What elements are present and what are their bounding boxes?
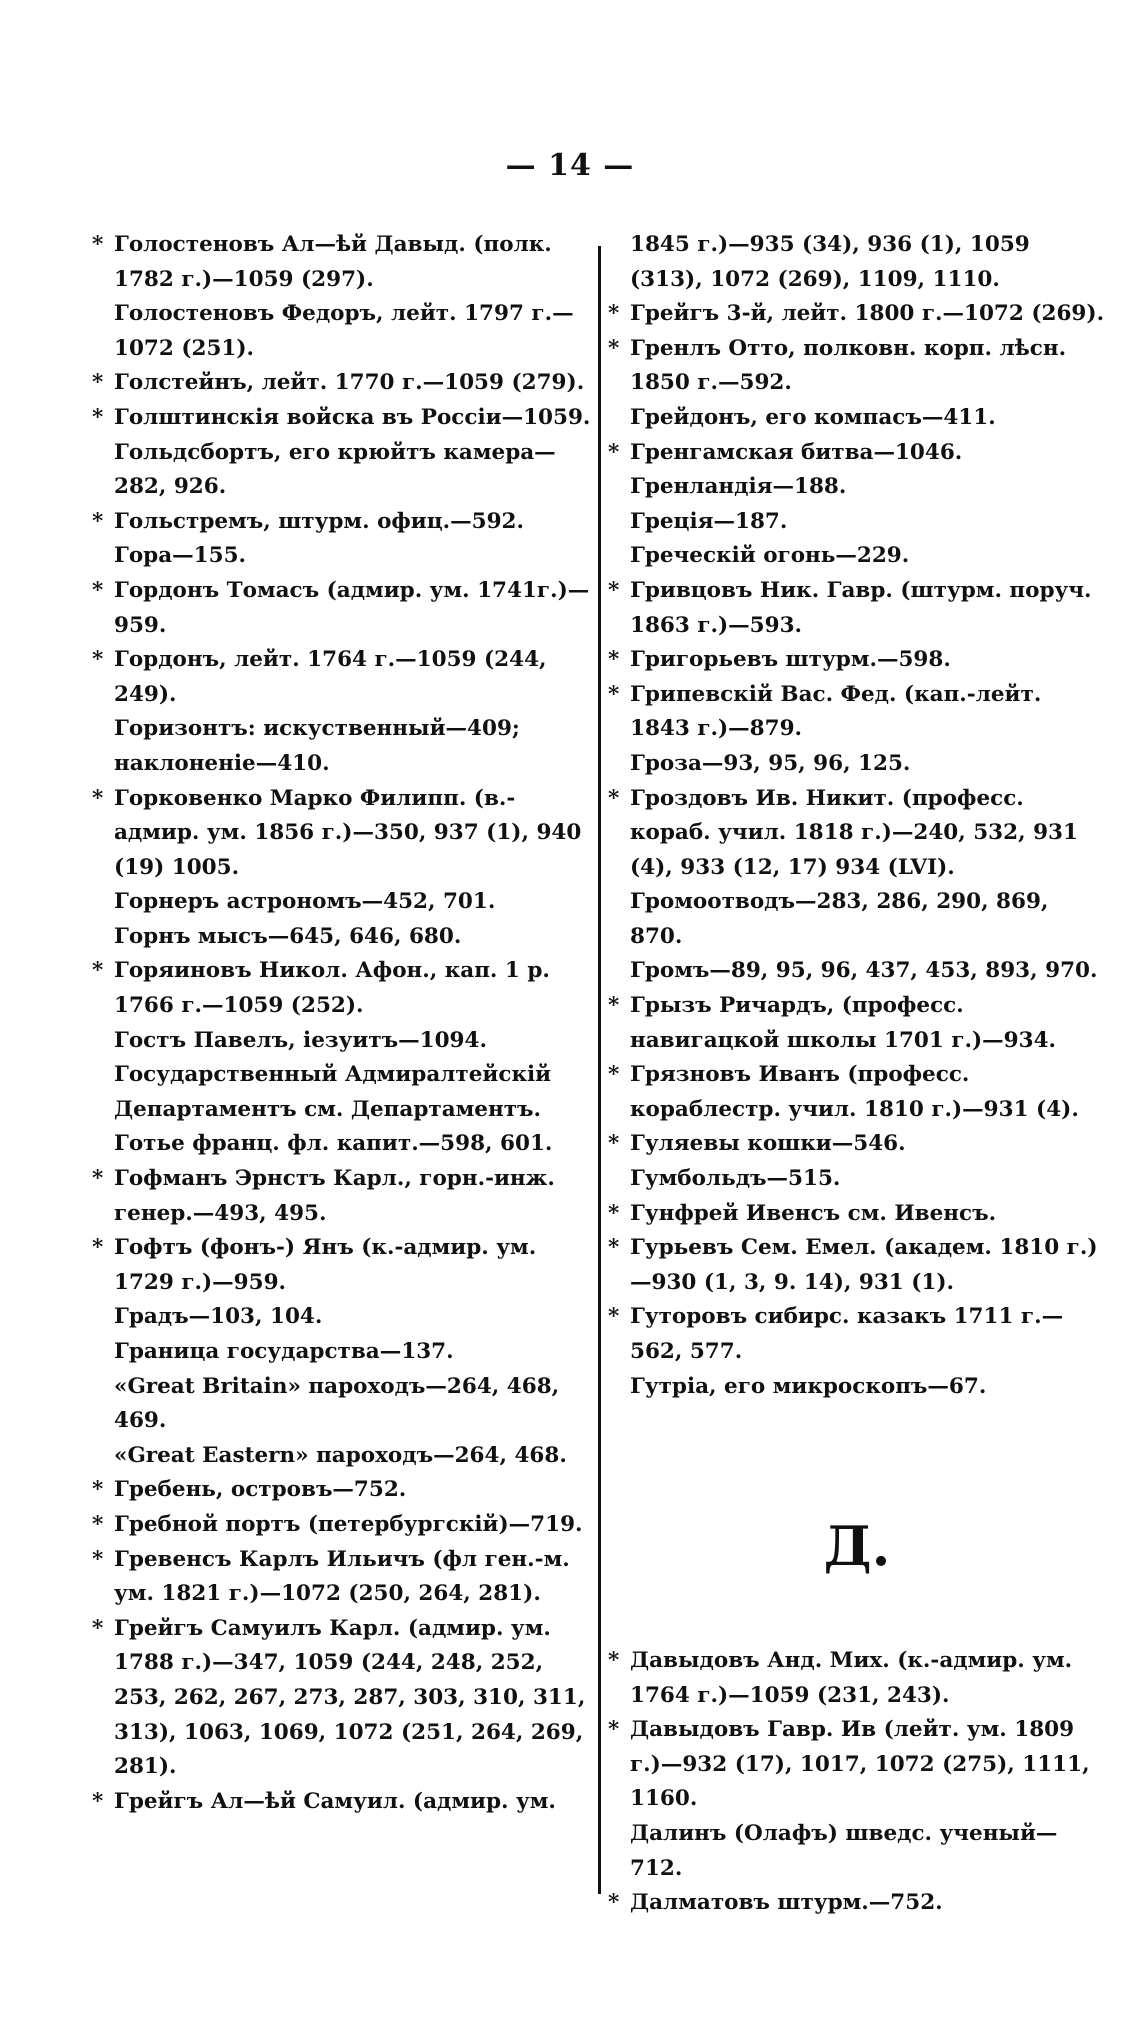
index-entry: * Гофманъ Эрнстъ Карл., горн.-инж. генер.—493, 495. [92, 1162, 592, 1231]
index-entry: * Далматовъ штурм.—752. [608, 1886, 1106, 1921]
index-entry: * Гольстремъ, штурм. офиц.—592. [92, 505, 592, 540]
index-entry: * Гревенсъ Карлъ Ильичъ (фл ген.-м. ум. 1821 г.)—1072 (250, 264, 281). [92, 1543, 592, 1612]
index-entry: Горизонтъ: искуственный—409; наклоненіе—410. [114, 716, 528, 776]
section-letter-heading: Д. [823, 1514, 891, 1578]
index-entry: * Грейгъ Ал—ѣй Самуил. (адмир. ум. [92, 1785, 592, 1820]
index-entry: Гроза—93, 95, 96, 125. [630, 750, 911, 776]
page-number: — 14 — [505, 148, 635, 183]
index-entry: Громъ—89, 95, 96, 437, 453, 893, 970. [630, 958, 1098, 984]
index-column-right-section-d [608, 1644, 1106, 1921]
index-entry: * Григорьевъ штурм.—598. [608, 643, 1106, 678]
index-entry: * Гребной портъ (петербургскій)—719. [92, 1508, 592, 1543]
index-entry: * Гривцовъ Ник. Гавр. (штурм. поруч. 1863 г.)—593. [608, 574, 1106, 643]
index-entry: Греція—187. [630, 508, 788, 534]
index-entry: * Гуляевы кошки—546. [608, 1127, 1106, 1162]
index-entry: Государственный Адмиралтейскій Департаментъ см. Департаментъ. [114, 1062, 559, 1122]
index-entry: * Грязновъ Иванъ (професс. кораблестр. учил. 1810 г.)—931 (4). [608, 1058, 1106, 1127]
index-entry: * Грейгъ Самуилъ Карл. (адмир. ум. 1788 г.)—347, 1059 (244, 248, 252, 253, 262, 267, 273, 287, 303, 310, 311, 313), 1063, 1069, 1072 (251, 264, 269, 281). [92, 1612, 592, 1785]
index-column-left [92, 228, 592, 1819]
index-entry: * Гуторовъ сибирс. казакъ 1711 г.—562, 577. [608, 1300, 1106, 1369]
index-entry: Грейдонъ, его компасъ—411. [630, 404, 996, 430]
index-entry: Голостеновъ Федоръ, лейт. 1797 г.—1072 (251). [114, 301, 574, 361]
index-entry: Граница государства—137. [114, 1339, 454, 1364]
index-entry: * Гофтъ (фонъ-) Янъ (к.-адмир. ум. 1729 г.)—959. [92, 1231, 592, 1300]
index-entry: Гутріа, его микроскопъ—67. [630, 1373, 987, 1399]
index-entry: Горнеръ астрономъ—452, 701. [114, 889, 496, 915]
index-entry: * Голостеновъ Ал—ѣй Давыд. (полк. 1782 г.)—1059 (297). [92, 228, 592, 297]
index-entry: Гумбольдъ—515. [630, 1166, 841, 1192]
index-entry: Готье франц. фл. капит.—598, 601. [114, 1131, 553, 1157]
index-entry: * Горяиновъ Никол. Афон., кап. 1 р. 1766 г.—1059 (252). [92, 954, 592, 1023]
column-divider [598, 246, 601, 1894]
index-entry: * Давыдовъ Анд. Мих. (к.-адмир. ум. 1764 г.)—1059 (231, 243). [608, 1644, 1106, 1713]
index-entry: * Гурьевъ Сем. Емел. (академ. 1810 г.)—930 (1, 3, 9. 14), 931 (1). [608, 1231, 1106, 1300]
index-entry: Градъ—103, 104. [114, 1304, 323, 1330]
index-entry: * Грейгъ 3-й, лейт. 1800 г.—1072 (269). [608, 297, 1106, 332]
index-entry: Греческій огонь—229. [630, 543, 910, 569]
index-entry: * Голстейнъ, лейт. 1770 г.—1059 (279). [92, 366, 592, 401]
index-entry: * Гребень, островъ—752. [92, 1473, 592, 1508]
index-entry: Горнъ мысъ—645, 646, 680. [114, 923, 462, 949]
index-entry: «Great Britain» пароходъ—264, 468, 469. [114, 1373, 567, 1434]
index-entry: * Голштинскія войска въ Россіи—1059. [92, 401, 592, 436]
index-entry: Гора—155. [114, 543, 247, 569]
index-entry: * Гордонъ Томасъ (адмир. ум. 1741г.)—959. [92, 574, 592, 643]
index-entry: * Грипевскій Вас. Фед. (кап.-лейт. 1843 г.)—879. [608, 678, 1106, 747]
index-entry: * Грызъ Ричардъ, (професс. навигацкой школы 1701 г.)—934. [608, 989, 1106, 1058]
index-entry: «Great Eastern» пароходъ—264, 468. [114, 1442, 567, 1468]
index-column-right [608, 228, 1106, 1404]
index-entry: 1845 г.)—935 (34), 936 (1), 1059 (313), 1072 (269), 1109, 1110. [630, 232, 1038, 292]
index-entry: Далинъ (Олафъ) шведс. ученый—712. [630, 1820, 1058, 1881]
index-entry: * Гордонъ, лейт. 1764 г.—1059 (244, 249). [92, 643, 592, 712]
index-entry: * Давыдовъ Гавр. Ив (лейт. ум. 1809 г.)—932 (17), 1017, 1072 (275), 1111, 1160. [608, 1713, 1106, 1817]
index-entry: Гольдсбортъ, его крюйтъ камера—282, 926. [114, 439, 556, 500]
index-entry: * Гроздовъ Ив. Никит. (професс. кораб. учил. 1818 г.)—240, 532, 931 (4), 933 (12, 17) 934 (LVI). [608, 782, 1106, 886]
index-entry: * Горковенко Марко Филипп. (в.-адмир. ум. 1856 г.)—350, 937 (1), 940 (19) 1005. [92, 782, 592, 886]
index-entry: Гренландія—188. [630, 474, 847, 500]
index-entry: * Гунфрей Ивенсъ см. Ивенсъ. [608, 1197, 1106, 1232]
index-entry: * Гренгамская битва—1046. [608, 436, 1106, 471]
index-entry: Гостъ Павелъ, іезуитъ—1094. [114, 1027, 487, 1053]
index-entry: * Гренлъ Отто, полковн. корп. лѣсн. 1850 г.—592. [608, 332, 1106, 401]
index-entry: Громоотводъ—283, 286, 290, 869, 870. [630, 889, 1056, 949]
